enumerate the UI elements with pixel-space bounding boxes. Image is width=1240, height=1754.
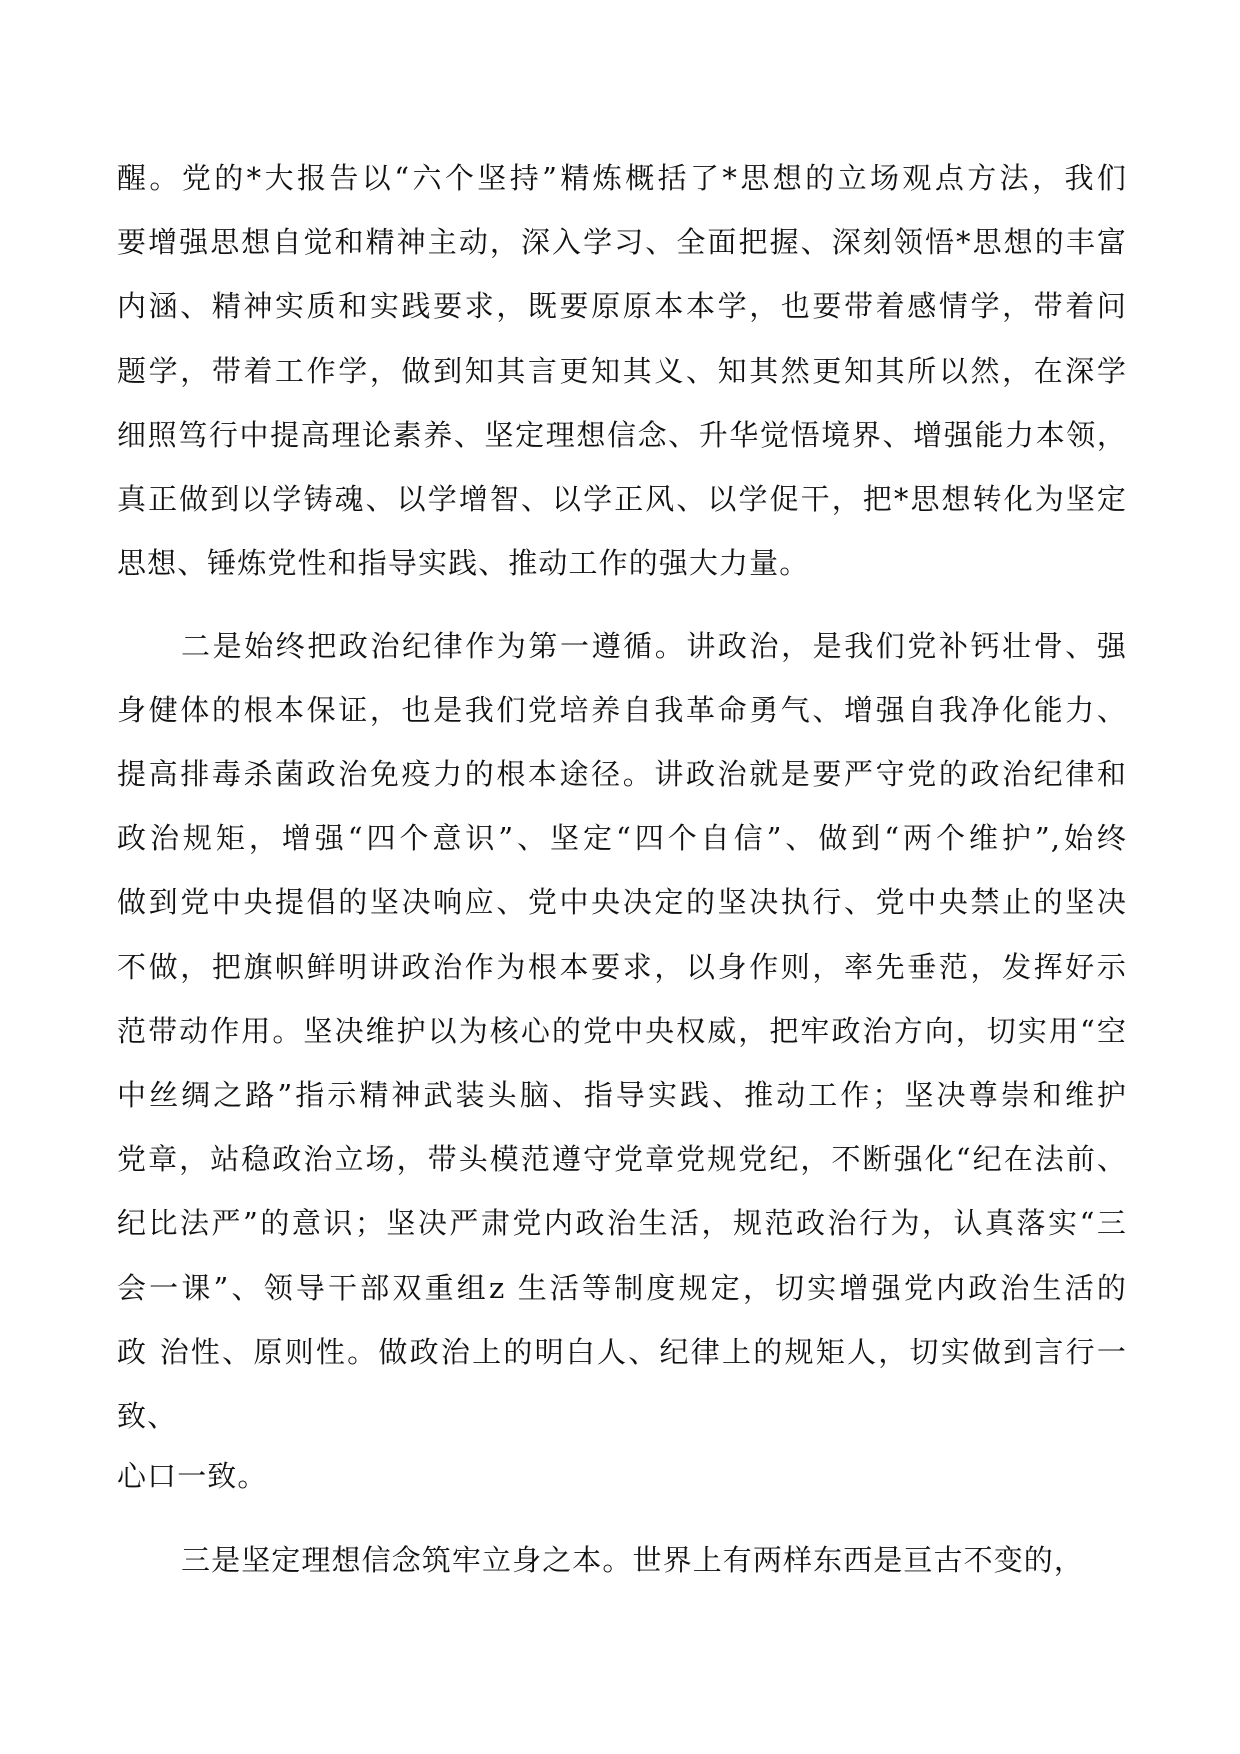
text-line: 醒。党的*大报告以“六个坚持”精炼概括了*思想的立场观点方法，我们: [117, 161, 1127, 195]
text-line: 会一课”、领导干部双重组z 生活等制度规定，切实增强党内政治生活的: [117, 1271, 1127, 1305]
paragraph-first-line: 三是坚定理想信念筑牢立身之本。世界上有两样东西是亘古不变的，: [181, 1543, 1085, 1577]
text-line: 党章，站稳政治立场，带头模范遵守党章党规党纪，不断强化“纪在法前、: [117, 1142, 1127, 1176]
text-line: 致、: [117, 1399, 178, 1433]
text-line: 心口一致。: [117, 1459, 268, 1493]
paragraph-first-line: 二是始终把政治纪律作为第一遵循。讲政治，是我们党补钙壮骨、强: [181, 629, 1127, 663]
text-line: 内涵、精神实质和实践要求，既要原原本本学，也要带着感情学，带着问: [117, 289, 1127, 323]
text-line: 做到党中央提倡的坚决响应、党中央决定的坚决执行、党中央禁止的坚决: [117, 885, 1127, 919]
text-line: 提高排毒杀菌政治免疫力的根本途径。讲政治就是要严守党的政治纪律和: [117, 757, 1127, 791]
text-line: 真正做到以学铸魂、以学增智、以学正风、以学促干，把*思想转化为坚定: [117, 482, 1127, 516]
text-line: 要增强思想自觉和精神主动，深入学习、全面把握、深刻领悟*思想的丰富: [117, 225, 1127, 259]
text-line: 细照笃行中提高理论素养、坚定理想信念、升华觉悟境界、增强能力本领，: [117, 418, 1127, 452]
text-line: 中丝绸之路”指示精神武装头脑、指导实践、推动工作；坚决尊崇和维护: [117, 1078, 1127, 1112]
text-line: 政 治性、原则性。做政治上的明白人、纪律上的规矩人，切实做到言行一: [117, 1335, 1127, 1369]
text-line: 政治规矩，增强“四个意识”、坚定“四个自信”、做到“两个维护”,始终: [117, 821, 1127, 855]
text-line: 题学，带着工作学，做到知其言更知其义、知其然更知其所以然，在深学: [117, 354, 1127, 388]
text-line: 纪比法严”的意识；坚决严肃党内政治生活，规范政治行为，认真落实“三: [117, 1206, 1127, 1240]
text-line: 身健体的根本保证，也是我们党培养自我革命勇气、增强自我净化能力、: [117, 693, 1127, 727]
text-line: 思想、锤炼党性和指导实践、推动工作的强大力量。: [117, 546, 810, 580]
text-line: 不做，把旗帜鲜明讲政治作为根本要求，以身作则，率先垂范，发挥好示: [117, 950, 1127, 984]
text-line: 范带动作用。坚决维护以为核心的党中央权威，把牢政治方向，切实用“空: [117, 1014, 1127, 1048]
